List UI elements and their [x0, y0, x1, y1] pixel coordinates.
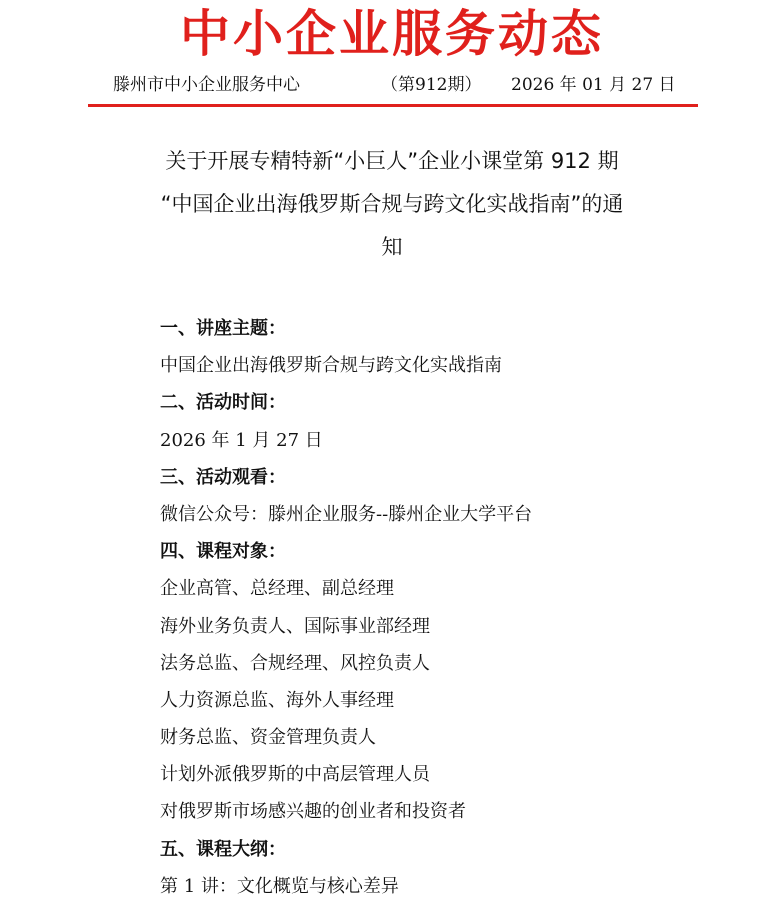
section-item: 海外业务负责人、国际事业部经理 — [160, 615, 430, 637]
issue-info-line — [113, 73, 693, 97]
newsletter-masthead: 中小企业服务动态 — [180, 5, 604, 63]
notice-body — [160, 310, 720, 905]
issue-number: （第912期） — [381, 75, 482, 95]
section-item: 法务总监、合规经理、风控负责人 — [160, 652, 430, 674]
section-item: 微信公众号：滕州企业服务--滕州企业大学平台 — [160, 503, 533, 525]
notice-title-line: 知 — [381, 235, 403, 259]
notice-title-line: 关于开展专精特新“小巨人”企业小课堂第 912 期 — [165, 149, 619, 173]
section-item: 企业高管、总经理、副总经理 — [160, 578, 394, 600]
section-heading-viewing: 三、活动观看： — [160, 466, 286, 488]
section-item: 对俄罗斯市场感兴趣的创业者和投资者 — [160, 801, 466, 823]
section-heading-time: 二、活动时间： — [160, 392, 286, 414]
section-item: 中国企业出海俄罗斯合规与跨文化实战指南 — [160, 355, 502, 377]
notice-title-line: “中国企业出海俄罗斯合规与跨文化实战指南”的通 — [160, 192, 624, 216]
section-heading-outline: 五、课程大纲： — [160, 838, 286, 860]
section-item: 人力资源总监、海外人事经理 — [160, 689, 394, 711]
publisher-name: 滕州市中小企业服务中心 — [113, 75, 300, 95]
issue-date: 2026 年 01 月 27 日 — [511, 75, 676, 95]
section-item: 计划外派俄罗斯的中高层管理人员 — [160, 764, 430, 786]
section-heading-audience: 四、课程对象： — [160, 541, 286, 563]
section-heading-topic: 一、讲座主题： — [160, 318, 286, 339]
section-item: 财务总监、资金管理负责人 — [160, 727, 376, 749]
notice-title — [110, 140, 674, 269]
section-item: 2026 年 1 月 27 日 — [160, 429, 323, 451]
section-item: 第 1 讲：文化概览与核心差异 — [160, 875, 399, 897]
masthead-divider — [88, 104, 698, 107]
